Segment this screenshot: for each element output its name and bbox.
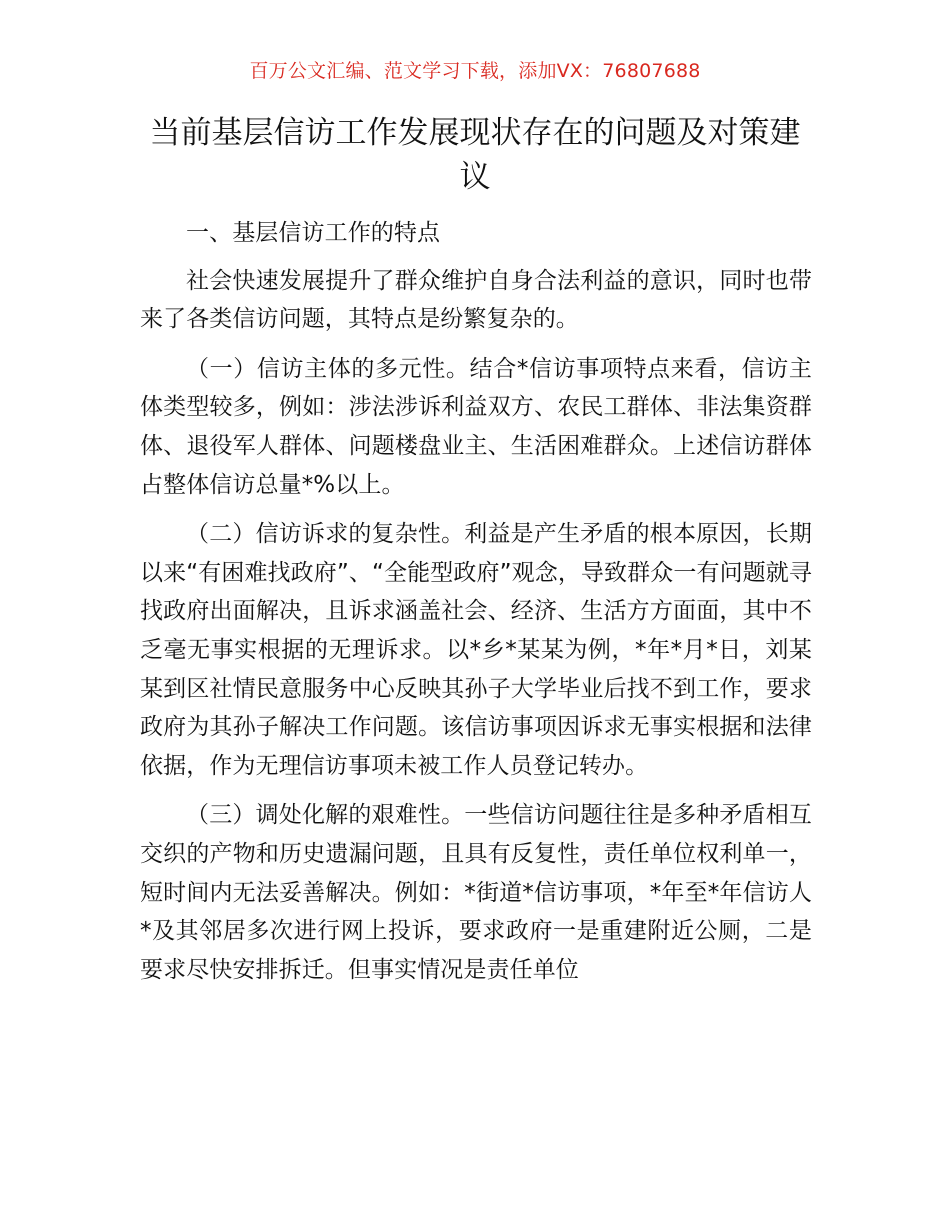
- paragraph: （二）信访诉求的复杂性。利益是产生矛盾的根本原因，长期以来“有困难找政府”、“全能型政府”观念，导致群众一有问题就寻找政府出面解决，且诉求涵盖社会、经济、生活方方面面，其中不乏毫无事实根据的无理诉求。以*乡*某某为例，*年*月*日，刘某某到区社情民意服务中心反映其孙子大学毕业后找不到工作，要求政府为其孙子解决工作问题。该信访事项因诉求无事实根据和法律依据，作为无理信访事项未被工作人员登记转办。: [140, 521, 812, 779]
- paragraph: 社会快速发展提升了群众维护自身合法利益的意识，同时也带来了各类信访问题，其特点是纷繁复杂的。: [140, 267, 812, 333]
- paragraph: （一）信访主体的多元性。结合*信访事项特点来看，信访主体类型较多，例如：涉法涉诉利益双方、农民工群体、非法集资群体、退役军人群体、问题楼盘业主、生活困难群众。上述信访群体占整体信访总量*%以上。: [140, 355, 812, 498]
- document-title: 当前基层信访工作发展现状存在的问题及对策建议: [149, 115, 801, 195]
- section-heading: 一、基层信访工作的特点: [186, 220, 441, 246]
- document-body: [140, 214, 812, 1000]
- paragraph: （三）调处化解的艰难性。一些信访问题往往是多种矛盾相互交织的产物和历史遗漏问题，且具有反复性，责任单位权利单一，短时间内无法妥善解决。例如：*街道*信访事项，*年至*年信访人*及其邻居多次进行网上投诉，要求政府一是重建附近公厕，二是要求尽快安排拆迁。但事实情况是责任单位: [140, 802, 812, 983]
- promo-header-note: 百万公文汇编、范文学习下载，添加VX：76807688: [249, 60, 701, 82]
